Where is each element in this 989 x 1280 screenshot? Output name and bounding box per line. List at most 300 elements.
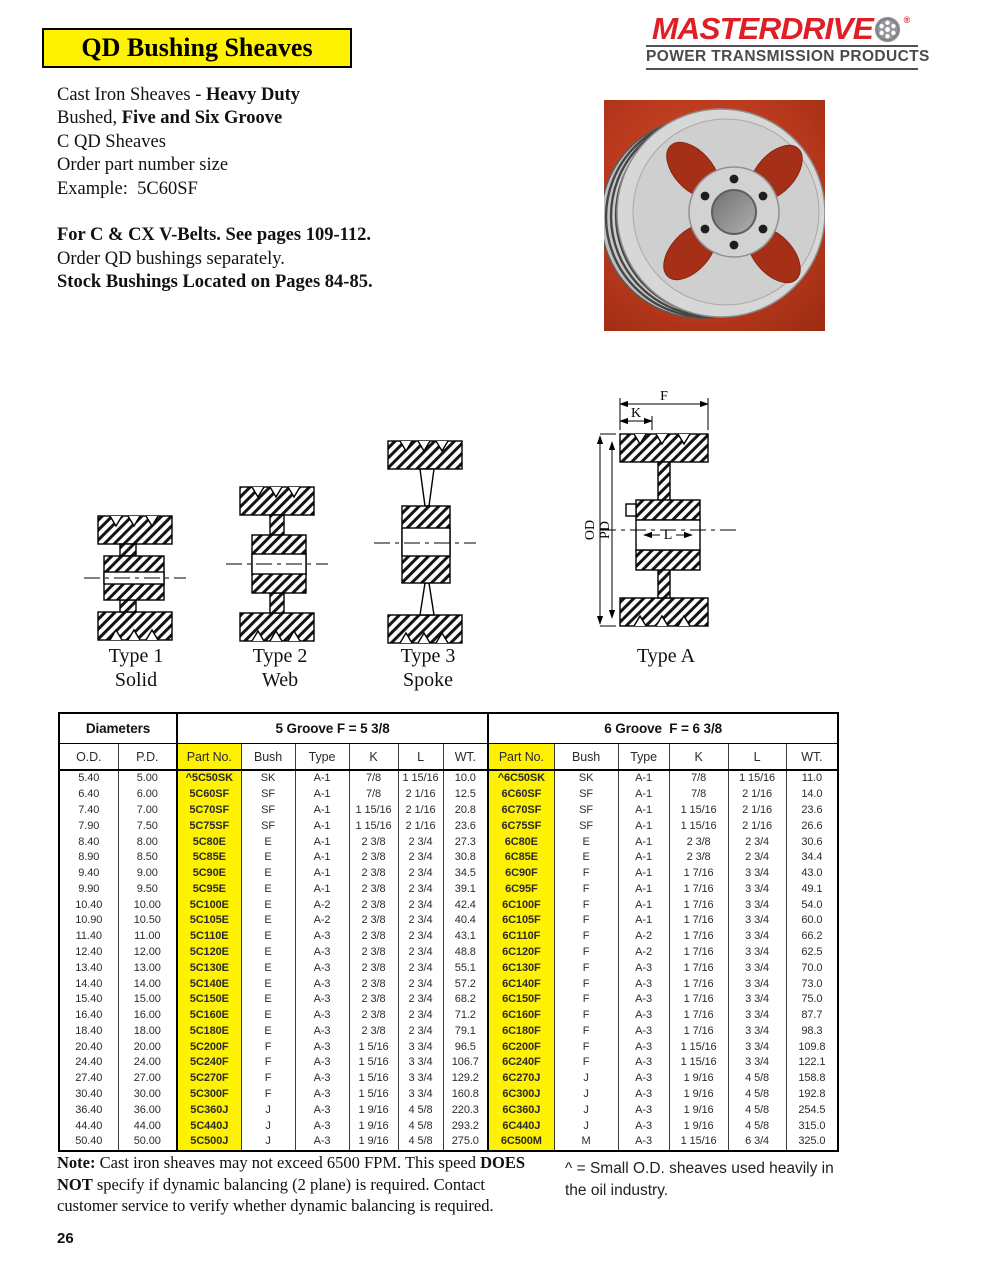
bush-6g-cell: F bbox=[554, 881, 618, 897]
table-row bbox=[59, 787, 838, 803]
type-5g-cell: A-3 bbox=[295, 1055, 349, 1071]
k-6g-cell: 1 9/16 bbox=[669, 1118, 728, 1134]
pd-cell: 50.00 bbox=[118, 1134, 177, 1151]
part-no-6g-cell: 6C75SF bbox=[488, 818, 554, 834]
k-5g-cell: 2 3/8 bbox=[349, 960, 398, 976]
group-header-row bbox=[59, 713, 838, 744]
part-no-5g-cell: 5C130E bbox=[177, 960, 241, 976]
dim-f-label: F bbox=[660, 389, 668, 404]
type-5g-cell: A-3 bbox=[295, 960, 349, 976]
k-6g-cell: 1 7/16 bbox=[669, 866, 728, 882]
bush-6g-cell: F bbox=[554, 897, 618, 913]
wt-5g-cell: 96.5 bbox=[443, 1039, 488, 1055]
sheave-type-diagrams bbox=[60, 388, 930, 700]
wt-6g-cell: 122.1 bbox=[786, 1055, 838, 1071]
table-row bbox=[59, 834, 838, 850]
table-row bbox=[59, 1008, 838, 1024]
pd-cell: 7.50 bbox=[118, 818, 177, 834]
part-no-6g-cell: 6C80E bbox=[488, 834, 554, 850]
part-no-5g-cell: 5C160E bbox=[177, 1008, 241, 1024]
col-type-6g: Type bbox=[618, 744, 669, 771]
l-5g-cell: 2 3/4 bbox=[398, 1008, 443, 1024]
part-no-5g-cell: 5C360J bbox=[177, 1102, 241, 1118]
part-no-6g-cell: 6C150F bbox=[488, 992, 554, 1008]
page-number: 26 bbox=[57, 1230, 74, 1247]
wt-5g-cell: 293.2 bbox=[443, 1118, 488, 1134]
intro-line-1-text: Cast Iron Sheaves - bbox=[57, 85, 206, 105]
od-cell: 24.40 bbox=[75, 1056, 103, 1069]
pd-cell: 12.00 bbox=[118, 945, 177, 961]
table-row bbox=[59, 818, 838, 834]
od-cell: 9.40 bbox=[78, 867, 100, 880]
bush-5g-cell: E bbox=[241, 976, 295, 992]
bush-6g-cell: E bbox=[554, 850, 618, 866]
type-5g-cell: A-1 bbox=[295, 834, 349, 850]
bush-5g-cell: F bbox=[241, 1039, 295, 1055]
bush-5g-cell: E bbox=[241, 929, 295, 945]
note-text-2: specify if dynamic balancing (2 plane) is required. Contact customer service to verify whether dynamic balancing is required. bbox=[57, 1174, 494, 1215]
bush-6g-cell: F bbox=[554, 960, 618, 976]
wt-5g-cell: 160.8 bbox=[443, 1087, 488, 1103]
part-no-5g-cell: 5C75SF bbox=[177, 818, 241, 834]
k-5g-cell: 2 3/8 bbox=[349, 881, 398, 897]
k-6g-cell: 1 15/16 bbox=[669, 803, 728, 819]
pd-cell: 5.00 bbox=[118, 770, 177, 787]
column-header-row bbox=[59, 744, 838, 771]
part-no-6g-cell: 6C105F bbox=[488, 913, 554, 929]
od-cell: 16.40 bbox=[75, 1009, 103, 1022]
part-no-6g-cell: 6C110F bbox=[488, 929, 554, 945]
intro-line-2-bold: Five and Six Groove bbox=[121, 108, 283, 129]
bush-6g-cell: F bbox=[554, 992, 618, 1008]
type-6g-cell: A-3 bbox=[618, 1118, 669, 1134]
registered-mark: ® bbox=[903, 15, 911, 25]
part-no-6g-cell: 6C270J bbox=[488, 1071, 554, 1087]
five-groove-header: 5 Groove F = 5 3/8 bbox=[177, 713, 488, 744]
table-row bbox=[59, 770, 838, 787]
wt-6g-cell: 30.6 bbox=[786, 834, 838, 850]
l-6g-cell: 2 1/16 bbox=[728, 803, 786, 819]
k-6g-cell: 1 7/16 bbox=[669, 992, 728, 1008]
caret-footnote: ^ = Small O.D. sheaves used heavily in the oil industry. bbox=[565, 1160, 834, 1199]
part-no-6g-cell: 6C90F bbox=[488, 866, 554, 882]
intro-line-6-bold: For C & CX V-Belts. See pages 109-112. bbox=[57, 225, 371, 246]
od-cell: 30.40 bbox=[75, 1088, 103, 1101]
col-wt-5g: WT. bbox=[443, 744, 488, 771]
part-no-6g-cell: 6C160F bbox=[488, 1008, 554, 1024]
bush-5g-cell: F bbox=[241, 1055, 295, 1071]
k-6g-cell: 1 7/16 bbox=[669, 960, 728, 976]
intro-line-8-bold: Stock Bushings Located on Pages 84-85. bbox=[57, 272, 373, 293]
pd-cell: 18.00 bbox=[118, 1024, 177, 1040]
wt-6g-cell: 192.8 bbox=[786, 1087, 838, 1103]
type-5g-cell: A-3 bbox=[295, 1039, 349, 1055]
k-5g-cell: 2 3/8 bbox=[349, 945, 398, 961]
k-6g-cell: 1 15/16 bbox=[669, 1134, 728, 1151]
bush-5g-cell: E bbox=[241, 1024, 295, 1040]
wt-6g-cell: 34.4 bbox=[786, 850, 838, 866]
type-5g-cell: A-1 bbox=[295, 770, 349, 787]
l-5g-cell: 4 5/8 bbox=[398, 1134, 443, 1151]
col-pd: P.D. bbox=[118, 744, 177, 771]
bush-6g-cell: SF bbox=[554, 803, 618, 819]
type-5g-cell: A-3 bbox=[295, 992, 349, 1008]
od-cell: 11.40 bbox=[75, 930, 102, 943]
intro-line-7: Order QD bushings separately. bbox=[57, 248, 285, 269]
k-6g-cell: 1 7/16 bbox=[669, 929, 728, 945]
l-6g-cell: 3 3/4 bbox=[728, 1024, 786, 1040]
type-5g-cell: A-3 bbox=[295, 976, 349, 992]
type-5g-cell: A-1 bbox=[295, 787, 349, 803]
l-6g-cell: 2 1/16 bbox=[728, 787, 786, 803]
intro-line-1-bold: Heavy Duty bbox=[206, 85, 301, 105]
bush-6g-cell: F bbox=[554, 945, 618, 961]
l-6g-cell: 3 3/4 bbox=[728, 881, 786, 897]
k-6g-cell: 1 9/16 bbox=[669, 1087, 728, 1103]
od-cell: 18.40 bbox=[75, 1024, 103, 1037]
col-wt-6g: WT. bbox=[786, 744, 838, 771]
k-6g-cell: 1 15/16 bbox=[669, 1055, 728, 1071]
wt-6g-cell: 98.3 bbox=[786, 1024, 838, 1040]
k-5g-cell: 2 3/8 bbox=[349, 929, 398, 945]
brand-logo bbox=[646, 11, 930, 70]
table-row bbox=[59, 1118, 838, 1134]
k-5g-cell: 1 5/16 bbox=[349, 1039, 398, 1055]
l-6g-cell: 3 3/4 bbox=[728, 976, 786, 992]
bush-5g-cell: E bbox=[241, 960, 295, 976]
bush-5g-cell: J bbox=[241, 1118, 295, 1134]
title-banner bbox=[42, 28, 352, 68]
part-no-6g-cell: 6C95F bbox=[488, 881, 554, 897]
wt-5g-cell: 71.2 bbox=[443, 1008, 488, 1024]
table-row bbox=[59, 929, 838, 945]
bush-6g-cell: J bbox=[554, 1087, 618, 1103]
part-no-6g-cell: 6C180F bbox=[488, 1024, 554, 1040]
type-5g-cell: A-3 bbox=[295, 1118, 349, 1134]
k-6g-cell: 2 3/8 bbox=[669, 834, 728, 850]
l-6g-cell: 2 3/4 bbox=[728, 834, 786, 850]
bush-5g-cell: J bbox=[241, 1134, 295, 1151]
k-5g-cell: 2 3/8 bbox=[349, 834, 398, 850]
table-row bbox=[59, 945, 838, 961]
bush-5g-cell: E bbox=[241, 945, 295, 961]
bush-5g-cell: SF bbox=[241, 803, 295, 819]
col-bush-5g: Bush bbox=[241, 744, 295, 771]
k-6g-cell: 1 7/16 bbox=[669, 881, 728, 897]
l-5g-cell: 2 3/4 bbox=[398, 881, 443, 897]
l-5g-cell: 2 3/4 bbox=[398, 992, 443, 1008]
bush-6g-cell: J bbox=[554, 1118, 618, 1134]
type-5g-cell: A-2 bbox=[295, 913, 349, 929]
part-no-6g-cell: 6C85E bbox=[488, 850, 554, 866]
type-6g-cell: A-3 bbox=[618, 1134, 669, 1151]
l-6g-cell: 4 5/8 bbox=[728, 1118, 786, 1134]
k-5g-cell: 2 3/8 bbox=[349, 976, 398, 992]
part-no-5g-cell: 5C120E bbox=[177, 945, 241, 961]
col-part-no-6g: Part No. bbox=[488, 744, 554, 771]
wt-6g-cell: 254.5 bbox=[786, 1102, 838, 1118]
od-cell: 10.90 bbox=[75, 914, 103, 927]
page-title: QD Bushing Sheaves bbox=[81, 33, 313, 62]
table-row bbox=[59, 1134, 838, 1151]
bush-5g-cell: E bbox=[241, 881, 295, 897]
type-1-subtitle: Solid bbox=[114, 669, 158, 691]
type-5g-cell: A-1 bbox=[295, 850, 349, 866]
k-5g-cell: 1 15/16 bbox=[349, 803, 398, 819]
l-6g-cell: 3 3/4 bbox=[728, 960, 786, 976]
bush-5g-cell: SF bbox=[241, 787, 295, 803]
type-5g-cell: A-3 bbox=[295, 1102, 349, 1118]
bush-6g-cell: F bbox=[554, 1039, 618, 1055]
k-5g-cell: 2 3/8 bbox=[349, 913, 398, 929]
type-5g-cell: A-1 bbox=[295, 803, 349, 819]
pd-cell: 20.00 bbox=[118, 1039, 177, 1055]
bush-6g-cell: F bbox=[554, 1055, 618, 1071]
k-5g-cell: 1 5/16 bbox=[349, 1055, 398, 1071]
l-5g-cell: 2 3/4 bbox=[398, 929, 443, 945]
part-no-5g-cell: 5C95E bbox=[177, 881, 241, 897]
type-2-diagram bbox=[226, 487, 328, 641]
k-6g-cell: 1 7/16 bbox=[669, 1008, 728, 1024]
wt-5g-cell: 10.0 bbox=[443, 770, 488, 787]
pd-cell: 27.00 bbox=[118, 1071, 177, 1087]
part-no-6g-cell: 6C360J bbox=[488, 1102, 554, 1118]
type-5g-cell: A-2 bbox=[295, 897, 349, 913]
bush-5g-cell: F bbox=[241, 1087, 295, 1103]
k-5g-cell: 1 15/16 bbox=[349, 818, 398, 834]
part-no-6g-cell: 6C60SF bbox=[488, 787, 554, 803]
pd-cell: 10.50 bbox=[118, 913, 177, 929]
type-5g-cell: A-3 bbox=[295, 1024, 349, 1040]
l-5g-cell: 3 3/4 bbox=[398, 1087, 443, 1103]
l-5g-cell: 4 5/8 bbox=[398, 1102, 443, 1118]
od-cell: 6.40 bbox=[78, 788, 100, 801]
l-6g-cell: 3 3/4 bbox=[728, 897, 786, 913]
wt-5g-cell: 57.2 bbox=[443, 976, 488, 992]
l-6g-cell: 2 1/16 bbox=[728, 818, 786, 834]
bush-6g-cell: F bbox=[554, 929, 618, 945]
bush-6g-cell: F bbox=[554, 1008, 618, 1024]
pd-cell: 8.00 bbox=[118, 834, 177, 850]
type-a-title: Type A bbox=[636, 645, 696, 667]
l-5g-cell: 2 3/4 bbox=[398, 866, 443, 882]
part-no-5g-cell: 5C180E bbox=[177, 1024, 241, 1040]
pd-cell: 10.00 bbox=[118, 897, 177, 913]
type-5g-cell: A-3 bbox=[295, 1087, 349, 1103]
type-6g-cell: A-2 bbox=[618, 945, 669, 961]
table-row bbox=[59, 913, 838, 929]
l-6g-cell: 6 3/4 bbox=[728, 1134, 786, 1151]
type-6g-cell: A-3 bbox=[618, 1087, 669, 1103]
l-6g-cell: 4 5/8 bbox=[728, 1087, 786, 1103]
part-no-5g-cell: 5C110E bbox=[177, 929, 241, 945]
bush-6g-cell: F bbox=[554, 866, 618, 882]
k-5g-cell: 2 3/8 bbox=[349, 866, 398, 882]
col-od: O.D. bbox=[59, 744, 118, 771]
od-cell: 12.40 bbox=[75, 945, 103, 958]
type-6g-cell: A-3 bbox=[618, 1102, 669, 1118]
intro-line-1 bbox=[57, 84, 557, 107]
bush-5g-cell: E bbox=[241, 897, 295, 913]
col-type-5g: Type bbox=[295, 744, 349, 771]
wt-5g-cell: 68.2 bbox=[443, 992, 488, 1008]
l-6g-cell: 3 3/4 bbox=[728, 1008, 786, 1024]
note-bold: DOES NOT bbox=[57, 1153, 530, 1194]
type-5g-cell: A-3 bbox=[295, 929, 349, 945]
l-5g-cell: 2 1/16 bbox=[398, 803, 443, 819]
wt-5g-cell: 48.8 bbox=[443, 945, 488, 961]
pd-cell: 13.00 bbox=[118, 960, 177, 976]
wt-6g-cell: 315.0 bbox=[786, 1118, 838, 1134]
od-cell: 50.40 bbox=[75, 1135, 103, 1148]
wt-5g-cell: 40.4 bbox=[443, 913, 488, 929]
k-6g-cell: 1 9/16 bbox=[669, 1102, 728, 1118]
od-cell: 44.40 bbox=[75, 1119, 103, 1132]
l-5g-cell: 2 1/16 bbox=[398, 787, 443, 803]
l-5g-cell: 3 3/4 bbox=[398, 1055, 443, 1071]
wt-6g-cell: 43.0 bbox=[786, 866, 838, 882]
type-6g-cell: A-3 bbox=[618, 1008, 669, 1024]
type-6g-cell: A-3 bbox=[618, 960, 669, 976]
pd-cell: 44.00 bbox=[118, 1118, 177, 1134]
wt-5g-cell: 79.1 bbox=[443, 1024, 488, 1040]
wt-5g-cell: 39.1 bbox=[443, 881, 488, 897]
pd-cell: 14.00 bbox=[118, 976, 177, 992]
intro-line-3: C QD Sheaves bbox=[57, 131, 166, 152]
pd-cell: 6.00 bbox=[118, 787, 177, 803]
bush-6g-cell: J bbox=[554, 1102, 618, 1118]
od-cell: 7.90 bbox=[78, 819, 100, 832]
wt-5g-cell: 220.3 bbox=[443, 1102, 488, 1118]
k-6g-cell: 1 7/16 bbox=[669, 945, 728, 961]
l-6g-cell: 3 3/4 bbox=[728, 945, 786, 961]
table-row bbox=[59, 960, 838, 976]
bush-5g-cell: E bbox=[241, 850, 295, 866]
type-5g-cell: A-3 bbox=[295, 945, 349, 961]
type-3-subtitle: Spoke bbox=[403, 669, 453, 691]
od-cell: 5.40 bbox=[78, 772, 100, 785]
pd-cell: 30.00 bbox=[118, 1087, 177, 1103]
l-6g-cell: 3 3/4 bbox=[728, 929, 786, 945]
type-1-title: Type 1 bbox=[108, 645, 164, 667]
wt-5g-cell: 27.3 bbox=[443, 834, 488, 850]
part-no-5g-cell: 5C70SF bbox=[177, 803, 241, 819]
wt-6g-cell: 23.6 bbox=[786, 803, 838, 819]
pd-cell: 8.50 bbox=[118, 850, 177, 866]
k-5g-cell: 1 9/16 bbox=[349, 1134, 398, 1151]
wt-5g-cell: 42.4 bbox=[443, 897, 488, 913]
od-cell: 14.40 bbox=[75, 977, 103, 990]
wt-6g-cell: 158.8 bbox=[786, 1071, 838, 1087]
l-6g-cell: 3 3/4 bbox=[728, 913, 786, 929]
bush-5g-cell: J bbox=[241, 1102, 295, 1118]
spec-table-container bbox=[58, 712, 839, 1152]
table-body bbox=[59, 770, 838, 1151]
part-no-5g-cell: 5C100E bbox=[177, 897, 241, 913]
bush-5g-cell: E bbox=[241, 1008, 295, 1024]
type-6g-cell: A-3 bbox=[618, 1024, 669, 1040]
type-6g-cell: A-1 bbox=[618, 803, 669, 819]
col-bush-6g: Bush bbox=[554, 744, 618, 771]
wt-6g-cell: 66.2 bbox=[786, 929, 838, 945]
wt-5g-cell: 30.8 bbox=[443, 850, 488, 866]
type-5g-cell: A-3 bbox=[295, 1008, 349, 1024]
k-6g-cell: 1 7/16 bbox=[669, 1024, 728, 1040]
k-6g-cell: 1 7/16 bbox=[669, 897, 728, 913]
l-5g-cell: 2 3/4 bbox=[398, 913, 443, 929]
k-6g-cell: 2 3/8 bbox=[669, 850, 728, 866]
table-row bbox=[59, 881, 838, 897]
note-label: Note: bbox=[57, 1153, 96, 1172]
type-6g-cell: A-3 bbox=[618, 1071, 669, 1087]
type-a-label bbox=[610, 644, 722, 668]
type-5g-cell: A-1 bbox=[295, 818, 349, 834]
pd-cell: 9.50 bbox=[118, 881, 177, 897]
part-no-6g-cell: 6C100F bbox=[488, 897, 554, 913]
wt-6g-cell: 325.0 bbox=[786, 1134, 838, 1151]
part-no-6g-cell: 6C500M bbox=[488, 1134, 554, 1151]
od-cell: 27.40 bbox=[75, 1072, 103, 1085]
part-no-6g-cell: 6C200F bbox=[488, 1039, 554, 1055]
intro-line-2-text: Bushed, bbox=[57, 108, 122, 129]
table-row bbox=[59, 1024, 838, 1040]
type-3-diagram bbox=[374, 441, 476, 643]
intro-line-2 bbox=[57, 107, 557, 130]
wt-5g-cell: 106.7 bbox=[443, 1055, 488, 1071]
table-row bbox=[59, 992, 838, 1008]
part-no-5g-cell: 5C85E bbox=[177, 850, 241, 866]
k-6g-cell: 1 7/16 bbox=[669, 976, 728, 992]
intro-text bbox=[57, 84, 557, 295]
k-5g-cell: 2 3/8 bbox=[349, 1008, 398, 1024]
brand-tagline: POWER TRANSMISSION PRODUCTS bbox=[646, 45, 918, 70]
wt-6g-cell: 87.7 bbox=[786, 1008, 838, 1024]
k-6g-cell: 1 7/16 bbox=[669, 913, 728, 929]
part-no-6g-cell: 6C300J bbox=[488, 1087, 554, 1103]
od-cell: 36.40 bbox=[75, 1103, 103, 1116]
part-no-6g-cell: ^6C50SK bbox=[488, 770, 554, 787]
type-6g-cell: A-2 bbox=[618, 929, 669, 945]
l-5g-cell: 2 3/4 bbox=[398, 960, 443, 976]
type-1-label bbox=[88, 644, 184, 692]
type-3-label bbox=[380, 644, 476, 692]
type-6g-cell: A-1 bbox=[618, 787, 669, 803]
dim-l-label: L bbox=[663, 528, 673, 543]
l-5g-cell: 3 3/4 bbox=[398, 1071, 443, 1087]
dim-pd-label: PD bbox=[598, 521, 613, 539]
table-row bbox=[59, 803, 838, 819]
wt-6g-cell: 54.0 bbox=[786, 897, 838, 913]
pd-cell: 36.00 bbox=[118, 1102, 177, 1118]
k-5g-cell: 1 5/16 bbox=[349, 1071, 398, 1087]
col-k-6g: K bbox=[669, 744, 728, 771]
wt-6g-cell: 73.0 bbox=[786, 976, 838, 992]
type-1-diagram bbox=[84, 516, 186, 640]
wt-6g-cell: 11.0 bbox=[786, 770, 838, 787]
l-5g-cell: 2 3/4 bbox=[398, 897, 443, 913]
wt-5g-cell: 12.5 bbox=[443, 787, 488, 803]
type-6g-cell: A-3 bbox=[618, 1055, 669, 1071]
intro-line-4: Order part number size bbox=[57, 155, 229, 176]
k-5g-cell: 2 3/8 bbox=[349, 897, 398, 913]
dim-od-label: OD bbox=[583, 519, 598, 541]
l-5g-cell: 2 3/4 bbox=[398, 945, 443, 961]
part-no-5g-cell: 5C150E bbox=[177, 992, 241, 1008]
wt-6g-cell: 70.0 bbox=[786, 960, 838, 976]
wt-6g-cell: 75.0 bbox=[786, 992, 838, 1008]
type-a-diagram bbox=[600, 398, 736, 626]
bush-5g-cell: SK bbox=[241, 770, 295, 787]
